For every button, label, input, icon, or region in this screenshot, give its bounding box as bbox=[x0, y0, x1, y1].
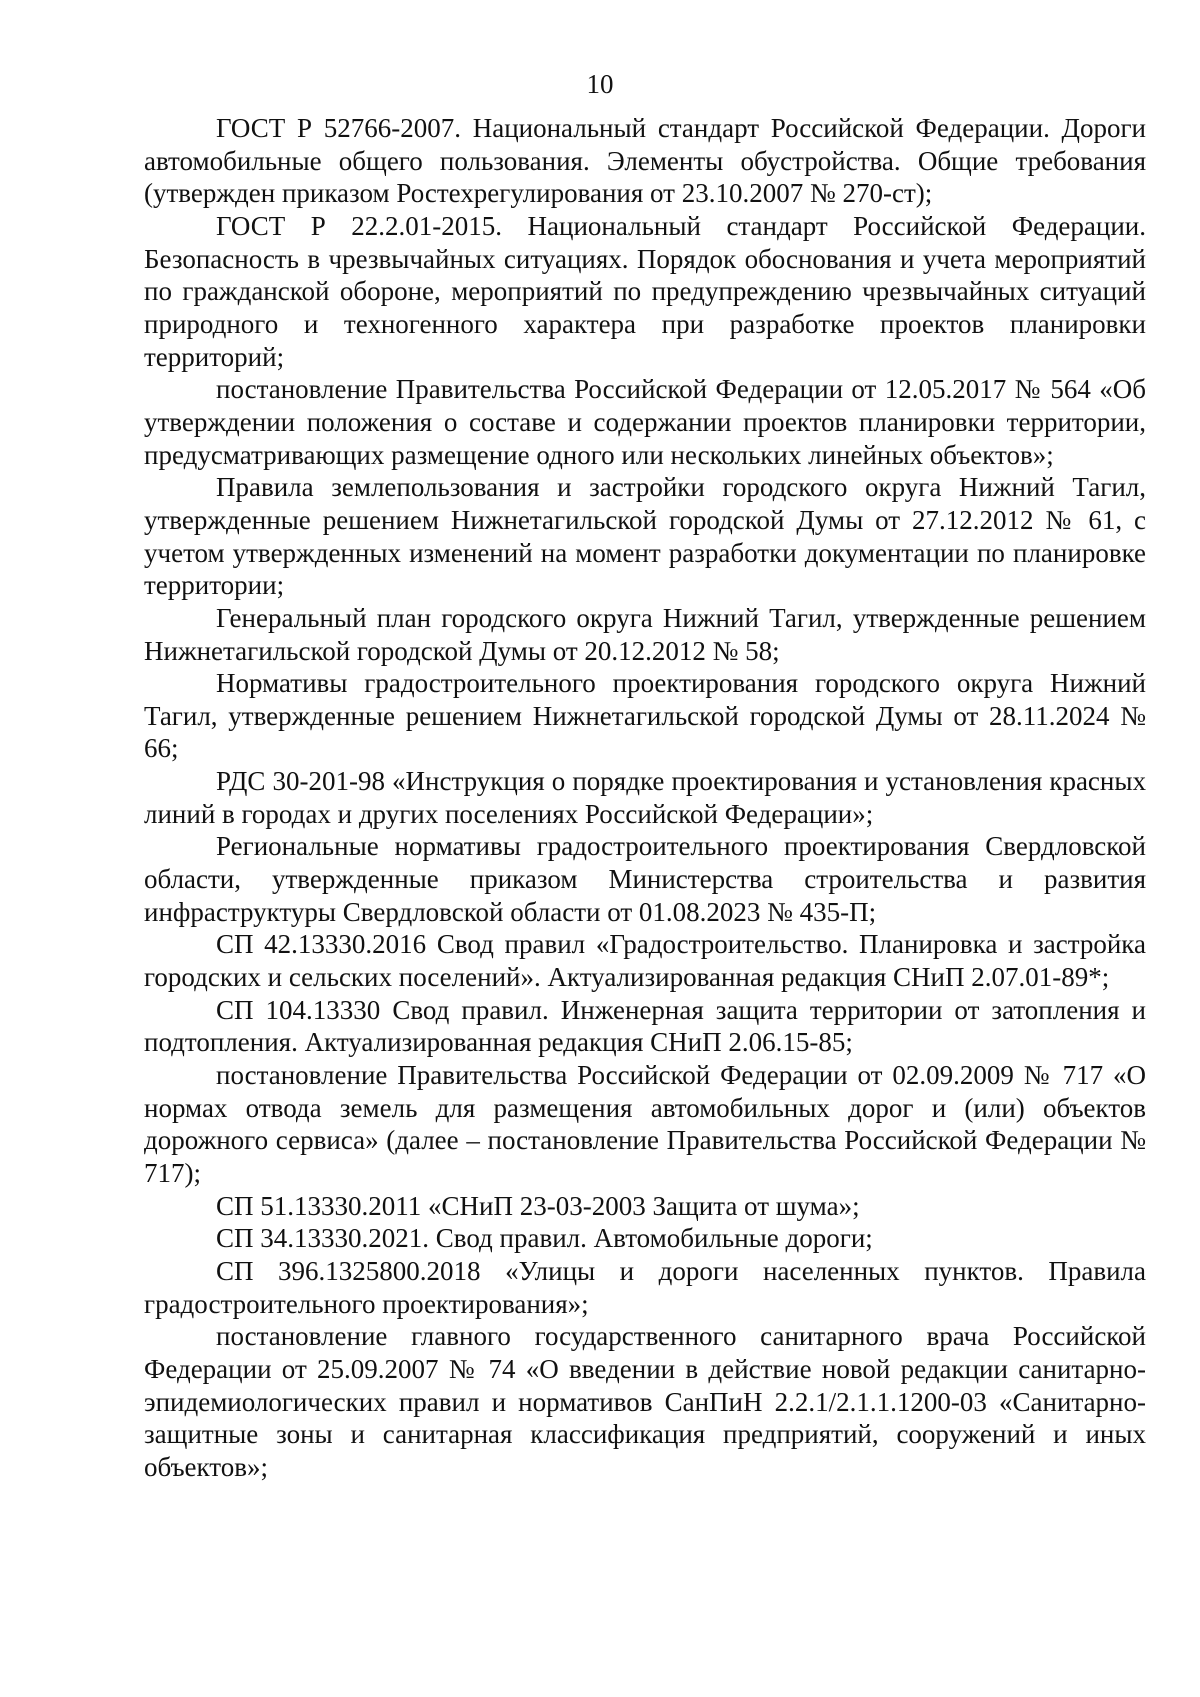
paragraph-regional-standards: Региональные нормативы градостроительного проектирования Свердловской области, утвержденные приказом Министерства строительства и развития инфраструктуры Свердловской области от 01.08.2023 № 435-П; bbox=[144, 831, 1146, 927]
paragraph-land-use-rules: Правила землепользования и застройки городского округа Нижний Тагил, утвержденные решением Нижнетагильской городской Думы от 27.12.2012 № 61, с учетом утвержденных изменений на момент разработки документации по планировке территории; bbox=[144, 472, 1146, 601]
paragraph-gost-52766: ГОСТ Р 52766-2007. Национальный стандарт Российской Федерации. Дороги автомобильные общего пользования. Элементы обустройства. Общие требования (утвержден приказом Ростехрегулирования от 23.10.2007 № 270-ст); bbox=[144, 113, 1146, 209]
paragraph-general-plan: Генеральный план городского округа Нижний Тагил, утвержденные решением Нижнетагильской городской Думы от 20.12.2012 № 58; bbox=[144, 602, 1146, 666]
paragraph-government-decree-717: постановление Правительства Российской Федерации от 02.09.2009 № 717 «О нормах отвода земель для размещения автомобильных дорог и (или) объектов дорожного сервиса» (далее – постановление Правительства Российской Федерации № 717); bbox=[144, 1060, 1146, 1188]
paragraph-sp-104: СП 104.13330 Свод правил. Инженерная защита территории от затопления и подтопления. Актуализированная редакция СНиП 2.06.15-85; bbox=[144, 994, 1146, 1058]
paragraph-sp-34: СП 34.13330.2021. Свод правил. Автомобильные дороги; bbox=[216, 1223, 873, 1254]
paragraph-rds-30-201-98: РДС 30-201-98 «Инструкция о порядке проектирования и установления красных линий в городах и других поселениях Российской Федерации»; bbox=[144, 766, 1146, 829]
paragraph-sp-42: СП 42.13330.2016 Свод правил «Градостроительство. Планировка и застройка городских и сельских поселений». Актуализированная редакция СНиП 2.07.01-89*; bbox=[144, 929, 1146, 993]
document-body bbox=[144, 112, 1146, 1484]
paragraph-sp-51: СП 51.13330.2011 «СНиП 23-03-2003 Защита от шума»; bbox=[216, 1190, 860, 1221]
paragraph-local-standards: Нормативы градостроительного проектирования городского округа Нижний Тагил, утвержденные решением Нижнетагильской городской Думы от 28.11.2024 № 66; bbox=[144, 668, 1146, 764]
page-number: 10 bbox=[586, 69, 614, 99]
paragraph-sanitary-decree-74: постановление главного государственного санитарного врача Российской Федерации от 25.09.2007 № 74 «О введении в действие новой редакции санитарно-эпидемиологических правил и нормативов СанПиН 2.2.1/2.1.1.1200-03 «Санитарно-защитные зоны и санитарная классификация предприятий, сооружений и иных объектов»; bbox=[144, 1321, 1146, 1482]
paragraph-government-decree-564: постановление Правительства Российской Федерации от 12.05.2017 № 564 «Об утверждении положения о составе и содержании проектов планировки территории, предусматривающих размещение одного или нескольких линейных объектов»; bbox=[144, 374, 1146, 470]
paragraph-gost-22-2-01: ГОСТ Р 22.2.01-2015. Национальный стандарт Российской Федерации. Безопасность в чрезвычайных ситуациях. Порядок обоснования и учета мероприятий по гражданской обороне, мероприятий по предупреждению чрезвычайных ситуаций природного и техногенного характера при разработке проектов планировки территорий; bbox=[144, 210, 1146, 372]
paragraph-sp-396: СП 396.1325800.2018 «Улицы и дороги населенных пунктов. Правила градостроительного проектирования»; bbox=[144, 1255, 1146, 1319]
